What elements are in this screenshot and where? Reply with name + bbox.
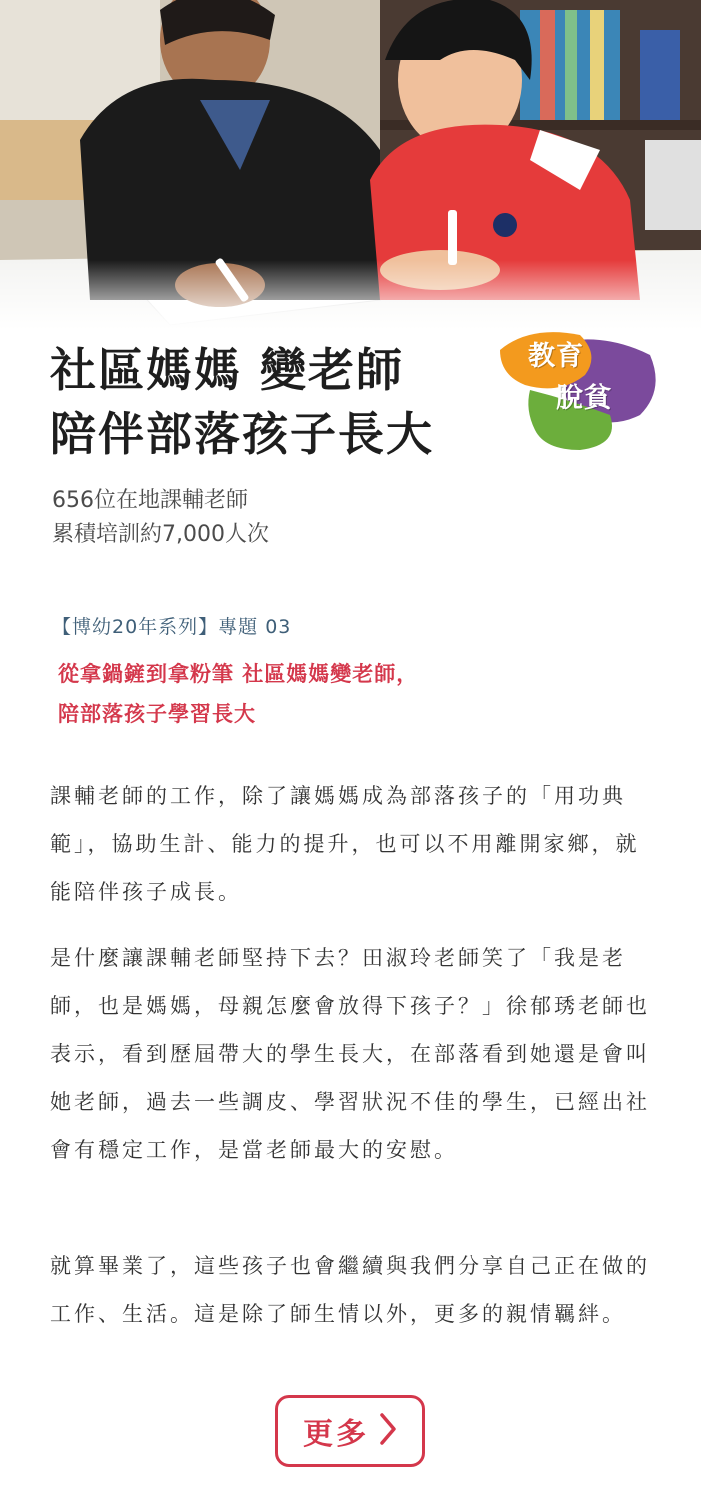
series-label: 【博幼20年系列】專題 03 <box>52 616 292 638</box>
category-badge <box>490 320 665 455</box>
subheading-line-1: 656位在地課輔老師 <box>52 488 248 513</box>
body-paragraph-2: 是什麼讓課輔老師堅持下去？田淑玲老師笑了「我是老師，也是媽媽，母親怎麼會放得下孩子？」徐郁琇老師也表示，看到歷屆帶大的學生長大，在部落看到她還是會叫她老師，過去一些調皮、學習狀況不佳的學生，已經出社會有穩定工作，是當老師最大的安慰。 <box>50 946 650 1162</box>
badge-label-2: 脫貧 <box>556 383 612 414</box>
more-button[interactable] <box>275 1395 425 1467</box>
body-paragraph-1: 課輔老師的工作，除了讓媽媽成為部落孩子的「用功典範」，協助生計、能力的提升，也可以不用離開家鄉，就能陪伴孩子成長。 <box>50 784 640 904</box>
subheading-line-2: 累積培訓約7,000人次 <box>52 522 269 547</box>
subheading <box>52 484 572 552</box>
headline-line-1: 社區媽媽 變老師 <box>50 343 405 397</box>
badge-label-1: 教育 <box>528 341 584 372</box>
body-paragraph-3: 就算畢業了，這些孩子也會繼續與我們分享自己正在做的工作、生活。這是除了師生情以外，更多的親情羈絆。 <box>50 1254 650 1326</box>
more-button-label: 更多 <box>303 1417 369 1452</box>
article-headline <box>50 338 480 466</box>
chevron-right-icon <box>379 1412 397 1450</box>
topic-title <box>58 654 658 734</box>
hero-photo <box>0 0 701 330</box>
topic-line-1: 從拿鍋鏟到拿粉筆 社區媽媽變老師， <box>58 662 419 686</box>
topic-line-2: 陪部落孩子學習長大 <box>58 702 256 726</box>
headline-line-2: 陪伴部落孩子長大 <box>50 407 434 461</box>
